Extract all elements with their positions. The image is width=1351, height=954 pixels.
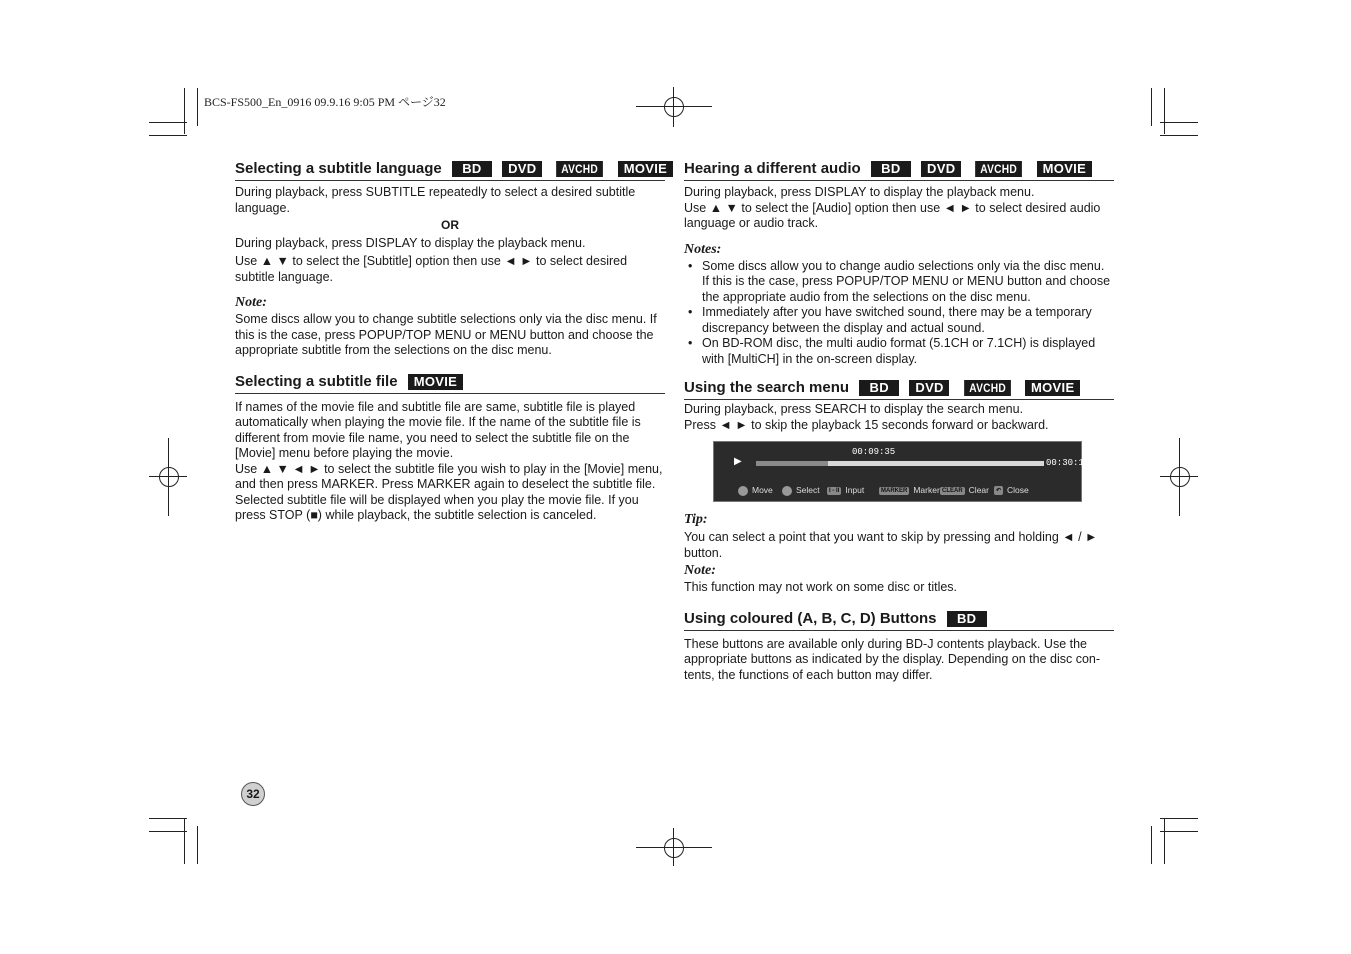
legend-input: I - II Input bbox=[829, 485, 865, 495]
note-label: Note: bbox=[235, 295, 267, 311]
paragraph: During playback, press DISPLAY to display the playback menu. bbox=[235, 235, 586, 250]
section-heading-subtitle-file: Selecting a subtitle file MOVIE bbox=[235, 373, 665, 394]
progress-fill bbox=[756, 461, 828, 466]
notes-list bbox=[684, 259, 1114, 368]
list-item: • Immediately after you have switched sound, there may be a temporary discrepancy between the display and actual sound. bbox=[684, 305, 1114, 336]
paragraph: Use ▲ ▼ to select the [Subtitle] option then use ◄ ► to select desired subtitle language. bbox=[235, 254, 628, 284]
section-heading-audio: Hearing a different audio BD DVD AVCHD MOVIE bbox=[684, 160, 1114, 181]
badge-movie: MOVIE bbox=[1025, 380, 1080, 396]
badge-dvd: DVD bbox=[909, 380, 949, 396]
badge-dvd: DVD bbox=[921, 161, 961, 177]
right-column bbox=[684, 160, 1114, 433]
paragraph: Use ▲ ▼ ◄ ► to select the subtitle file you wish to play in the [Movie] menu, and then press MARKER. Press MARKER again to deselect the subtitle file. Selected subtitle file will be displayed when you play the movie file. If you press STOP (■) while playback, the subtitle selection is canceled. bbox=[235, 461, 663, 523]
input-key: I - II bbox=[829, 487, 840, 494]
marker-key: MARKER bbox=[881, 487, 908, 494]
note-label: Note: bbox=[684, 563, 716, 578]
note-text: This function may not work on some disc or titles. bbox=[684, 580, 958, 594]
badge-bd: BD bbox=[871, 161, 911, 177]
badge-dvd: DVD bbox=[502, 161, 542, 177]
legend-clear: CLEAR Clear bbox=[942, 485, 989, 495]
badge-bd: BD bbox=[859, 380, 899, 396]
badge-movie: MOVIE bbox=[1037, 161, 1092, 177]
paragraph: These buttons are available only during BD-J contents playback. Use the appropriate buttons as indicated by the display. Depending on the disc con-tents, the functions of each button may differ. bbox=[684, 636, 1101, 682]
badge-movie: MOVIE bbox=[618, 161, 673, 177]
paragraph: If names of the movie file and subtitle file are same, subtitle file is played automatically when playing the movie file. If the name of the subtitle file is different from movie file name, you need to select the subtitle file on the [Movie] menu before playing the movie. bbox=[235, 399, 641, 461]
right-column-lower bbox=[684, 512, 1114, 683]
section-heading-coloured-buttons: Using coloured (A, B, C, D) Buttons BD bbox=[684, 610, 1114, 631]
badge-bd: BD bbox=[947, 611, 987, 627]
badge-avchd: AVCHD bbox=[964, 380, 1011, 396]
left-column bbox=[235, 160, 668, 524]
paragraph: During playback, press SUBTITLE repeatedly to select a desired subtitle language. bbox=[235, 185, 636, 215]
notes-label: Notes: bbox=[684, 241, 722, 257]
current-time: 00:09:35 bbox=[852, 447, 896, 457]
legend-move: Move bbox=[738, 485, 773, 496]
print-header: BCS-FS500_En_0916 09.9.16 9:05 PM ページ32 bbox=[204, 95, 446, 109]
list-item: • Some discs allow you to change audio selections only via the disc menu. If this is the case, press POPUP/TOP MENU or MENU button and choose the appropriate audio from the selections on the disc menu. bbox=[684, 259, 1114, 306]
paragraph: Use ▲ ▼ to select the [Audio] option then use ◄ ► to select desired audio language or audio track. bbox=[684, 200, 1101, 231]
badge-bd: BD bbox=[452, 161, 492, 177]
section-heading-subtitle-language: Selecting a subtitle language BD DVD AVCHD MOVIE bbox=[235, 160, 665, 181]
badge-avchd: AVCHD bbox=[556, 161, 603, 177]
search-menu-screenshot bbox=[713, 441, 1090, 502]
or-divider: OR bbox=[441, 218, 459, 233]
dpad-icon bbox=[738, 486, 748, 496]
page-number: 32 bbox=[241, 782, 265, 806]
enter-icon bbox=[782, 486, 792, 496]
return-key: ↶ bbox=[996, 488, 1002, 495]
tip-text: You can select a point that you want to skip by pressing and holding ◄ / ► button. bbox=[684, 530, 1098, 560]
clear-key: CLEAR bbox=[942, 487, 963, 494]
section-heading-search-menu: Using the search menu BD DVD AVCHD MOVIE bbox=[684, 379, 1114, 400]
legend-select: Select bbox=[782, 485, 820, 496]
total-time: 00:30:11 bbox=[1046, 458, 1090, 468]
legend-marker: MARKER Marker bbox=[881, 485, 940, 495]
badge-movie: MOVIE bbox=[408, 374, 463, 390]
play-icon: ▶ bbox=[734, 456, 742, 467]
note-text: Some discs allow you to change subtitle selections only via the disc menu. If this is the case, press POPUP/TOP MENU or MENU button and choose the appropriate subtitle from the selections on the disc menu. bbox=[235, 312, 657, 358]
paragraph: During playback, press DISPLAY to display the playback menu. bbox=[684, 185, 1035, 200]
tip-label: Tip: bbox=[684, 512, 708, 527]
badge-avchd: AVCHD bbox=[975, 161, 1022, 177]
paragraph: Press ◄ ► to skip the playback 15 seconds forward or backward. bbox=[684, 417, 1049, 432]
paragraph: During playback, press SEARCH to display the search menu. bbox=[684, 402, 1024, 417]
list-item: • On BD-ROM disc, the multi audio format (5.1CH or 7.1CH) is displayed with [MultiCH] in the on-screen display. bbox=[684, 336, 1114, 367]
legend-close: ↶ Close bbox=[996, 485, 1029, 495]
